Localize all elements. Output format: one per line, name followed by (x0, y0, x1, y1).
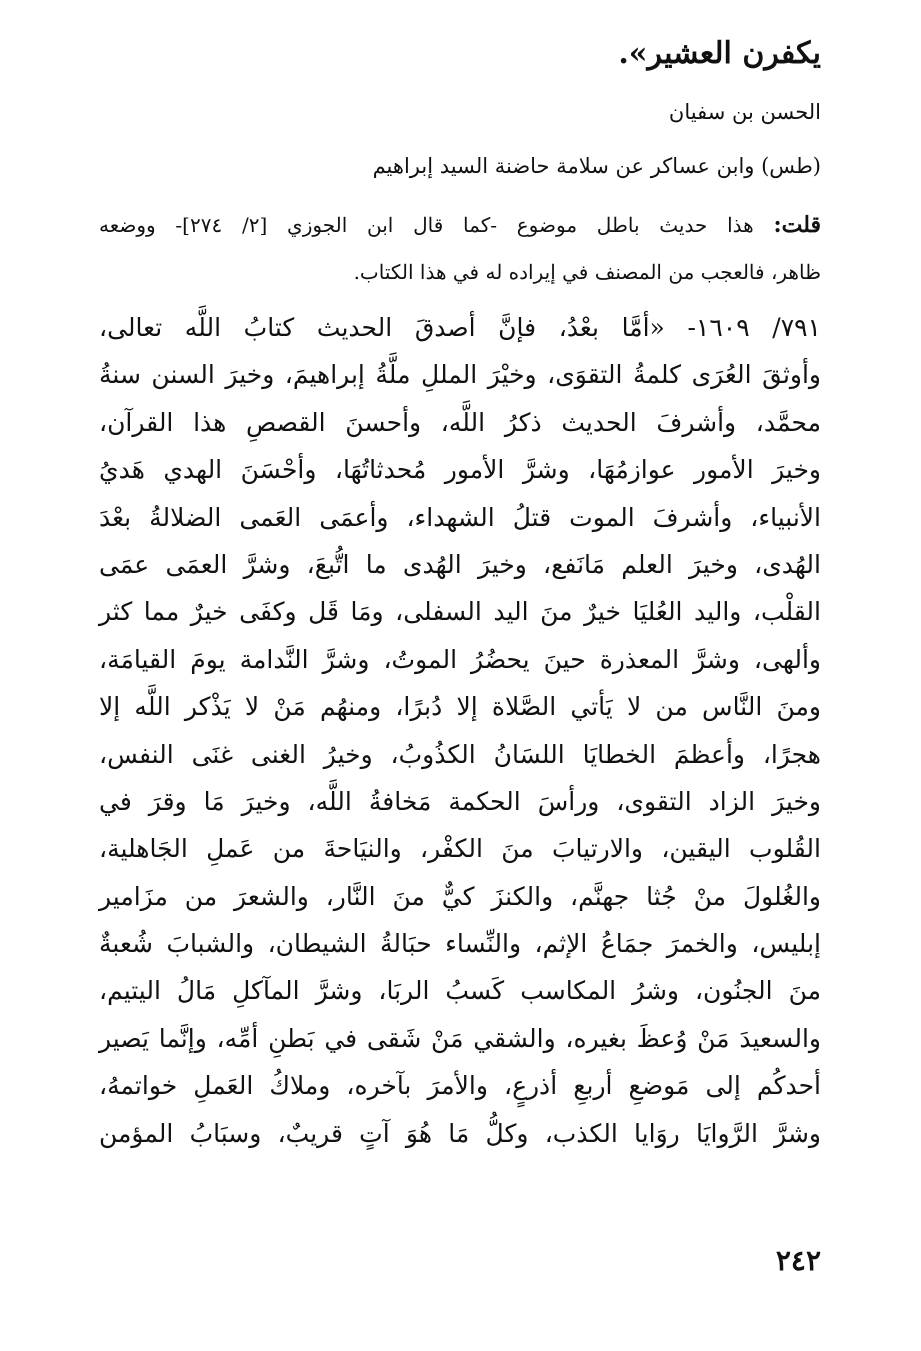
narrator-line: الحسن بن سفيان (668, 100, 821, 124)
hadith-line: وألهى، وشرَّ المعذرة حينَ يحضُرُ الموتُ، وشرَّ النَّدامة يومَ القيامَة، (99, 644, 821, 674)
hadith-line: أحدكُم إلى مَوضعِ أربعِ أذرعٍ، والأمرَ بآخره، وملاكُ العَملِ خواتمهُ، (99, 1071, 821, 1101)
editor-note-line-1 (99, 212, 821, 238)
hadith-text (99, 304, 821, 1157)
hadith-line: الهُدى، وخيرَ العلم مَانَفع، وخيرَ الهُدى ما اتُّبعَ، وشرَّ العمَى عمَى (99, 549, 821, 579)
hadith-line: وخيرَ الزاد التقوى، ورأسَ الحكمة مَخافةُ اللَّه، وخيرَ مَا وقرَ في (99, 786, 821, 816)
hadith-line: إبليس، والخمرَ جمَاعُ الإثم، والنِّساء حبَالةُ الشيطان، والشبابَ شُعبةٌ (99, 929, 821, 959)
hadith-line: الأنبياء، وأشرفَ الموت قتلُ الشهداء، وأعمَى العَمى الضلالةُ بعْدَ (99, 502, 821, 532)
hadith-line: القُلوب اليقين، والارتيابَ منَ الكفْر، والنيَاحةَ من عَملِ الجَاهلية، (99, 834, 821, 864)
hadith-line: محمَّد، وأشرفَ الحديث ذكرُ اللَّه، وأحسنَ القصصِ هذا القرآن، (99, 407, 821, 437)
hadith-line: ٧٩١/ ١٦٠٩- «أمَّا بعْدُ، فإنَّ أصدقَ الحديث كتابُ اللَّه تعالى، (99, 313, 821, 342)
hadith-line: والسعيدَ مَنْ وُعظَ بغيره، والشقي مَنْ شَقى في بَطنِ أمِّه، وإنَّما يَصير (99, 1023, 821, 1053)
editor-note-text-1: هذا حديث باطل موضوع -كما قال ابن الجوزي [٢/ ٢٧٤]- ووضعه (99, 213, 754, 237)
hadith-line: وخيرَ الأمور عوازمُهَا، وشرَّ الأمور مُحدثاتُهَا، وأحْسَنَ الهدي هَديُ (99, 455, 821, 485)
previous-hadith-ending: يكفرن العشير». (618, 36, 821, 71)
page-number: ٢٤٢ (775, 1244, 821, 1277)
hadith-line: القلْب، واليد العُليَا خيرٌ منَ اليد السفلى، ومَا قَل وكفَى خيرٌ مما كثر (99, 597, 821, 627)
hadith-line: وأوثقَ العُرَى كلمةُ التقوَى، وخيْرَ المللِ ملَّةُ إبراهيمَ، وخيرَ السنن سنةُ (99, 360, 821, 390)
hadith-line: والغُلولَ منْ جُثا جهنَّم، والكنزَ كيٌّ منَ النَّار، والشعرَ من مزَامير (99, 881, 821, 911)
editor-note-line-2: ظاهر، فالعجب من المصنف في إيراده له في هذا الكتاب. (353, 260, 821, 284)
editor-note-label: قلت: (773, 212, 821, 238)
source-attribution: (طس) وابن عساكر عن سلامة حاضنة السيد إبراهيم (372, 154, 821, 178)
hadith-line: وشرَّ الرَّوايَا روَايا الكذب، وكلُّ مَا هُوَ آتٍ قريبٌ، وسبَابُ المؤمن (99, 1118, 821, 1148)
hadith-line: ومنَ النَّاس من لا يَأتي الصَّلاة إلا دُبرًا، ومنهُم مَنْ لا يَذْكر اللَّه إلا (99, 692, 821, 722)
hadith-line: هجرًا، وأعظمَ الخطايَا اللسَانُ الكذُوبُ، وخيرُ الغنى غنَى النفس، (99, 739, 821, 769)
hadith-line: منَ الجنُون، وشرُ المكاسب كَسبُ الربَا، وشرَّ المآكلِ مَالُ اليتيم، (99, 976, 821, 1006)
